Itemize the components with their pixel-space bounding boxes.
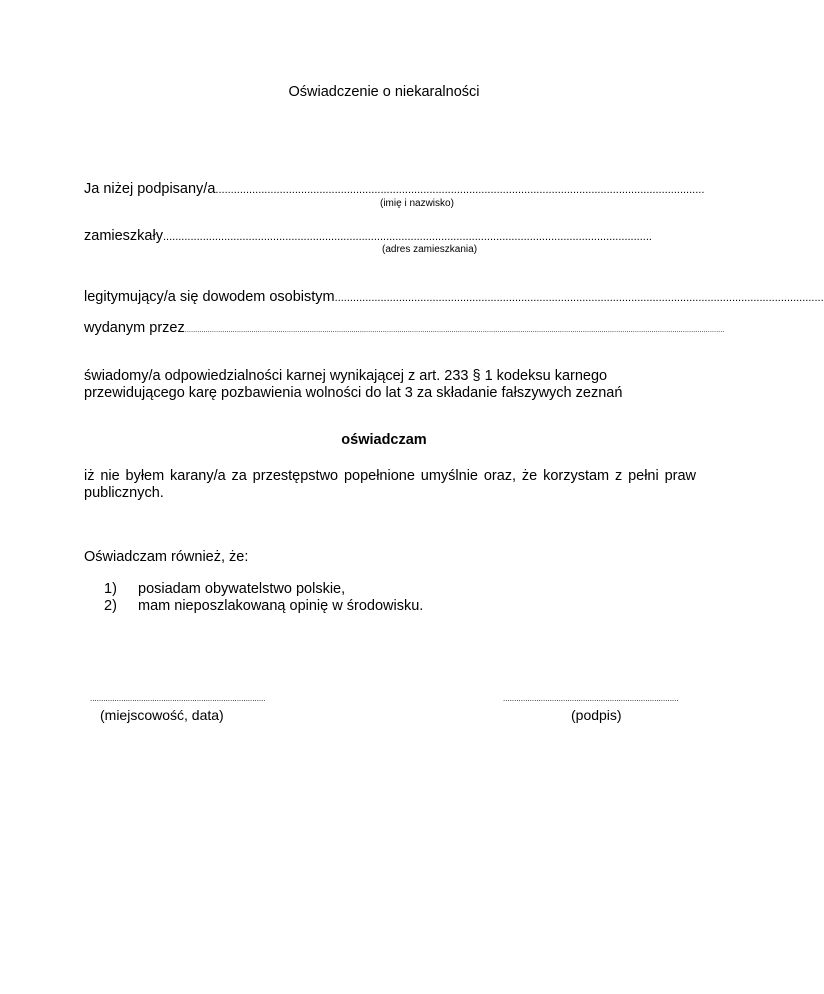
list-item-number: 2) xyxy=(104,598,117,614)
issued-by-fill-line[interactable]: ................................................................................................................................................................................................................................................................... xyxy=(184,325,725,334)
issued-by-field-row xyxy=(84,320,725,336)
address-fill-line[interactable]: ................................................................................................................................................................ xyxy=(162,231,652,243)
list-item-text: mam nieposzlakowaną opinię w środowisku. xyxy=(138,598,424,614)
name-label: Ja niżej podpisany/a xyxy=(84,181,216,197)
address-field-row xyxy=(84,228,696,244)
name-field-row xyxy=(84,181,705,197)
document-title: Oświadczenie o niekaralności xyxy=(288,84,480,100)
id-card-label: legitymujący/a się dowodem osobistym xyxy=(84,289,335,305)
declaration-list xyxy=(104,581,664,615)
name-fill-line[interactable]: ................................................................................................................................................................ xyxy=(215,184,705,196)
address-caption: (adres zamieszkania) xyxy=(382,244,478,255)
issued-by-label: wydanym przez xyxy=(84,320,185,336)
list-item-number: 1) xyxy=(104,581,117,597)
awareness-paragraph: świadomy/a odpowiedzialności karnej wynikającej z art. 233 § 1 kodeksu karnego przewidującego karę pozbawienia wolności do lat 3 za składanie fałszywych zeznań xyxy=(84,368,623,401)
id-card-fill-line[interactable]: ................................................................................................................................................................ xyxy=(334,292,824,304)
also-declare-text: Oświadczam również, że: xyxy=(84,549,249,565)
place-date-fill-line[interactable]: ............................................................................... xyxy=(90,694,266,703)
id-card-field-row xyxy=(84,289,824,305)
list-item xyxy=(104,598,664,615)
declaration-paragraph: iż nie byłem karany/a za przestępstwo popełnione umyślnie oraz, że korzystam z pełni praw publicznych. xyxy=(84,468,696,501)
declare-heading: oświadczam xyxy=(341,432,427,448)
signature-fill-line[interactable]: ............................................................................... xyxy=(503,694,679,703)
address-label: zamieszkały xyxy=(84,228,163,244)
name-caption: (imię i nazwisko) xyxy=(380,198,454,209)
list-item xyxy=(104,581,664,598)
signature-label: (podpis) xyxy=(571,707,622,723)
list-item-text: posiadam obywatelstwo polskie, xyxy=(138,581,346,597)
place-date-label: (miejscowość, data) xyxy=(100,707,224,723)
